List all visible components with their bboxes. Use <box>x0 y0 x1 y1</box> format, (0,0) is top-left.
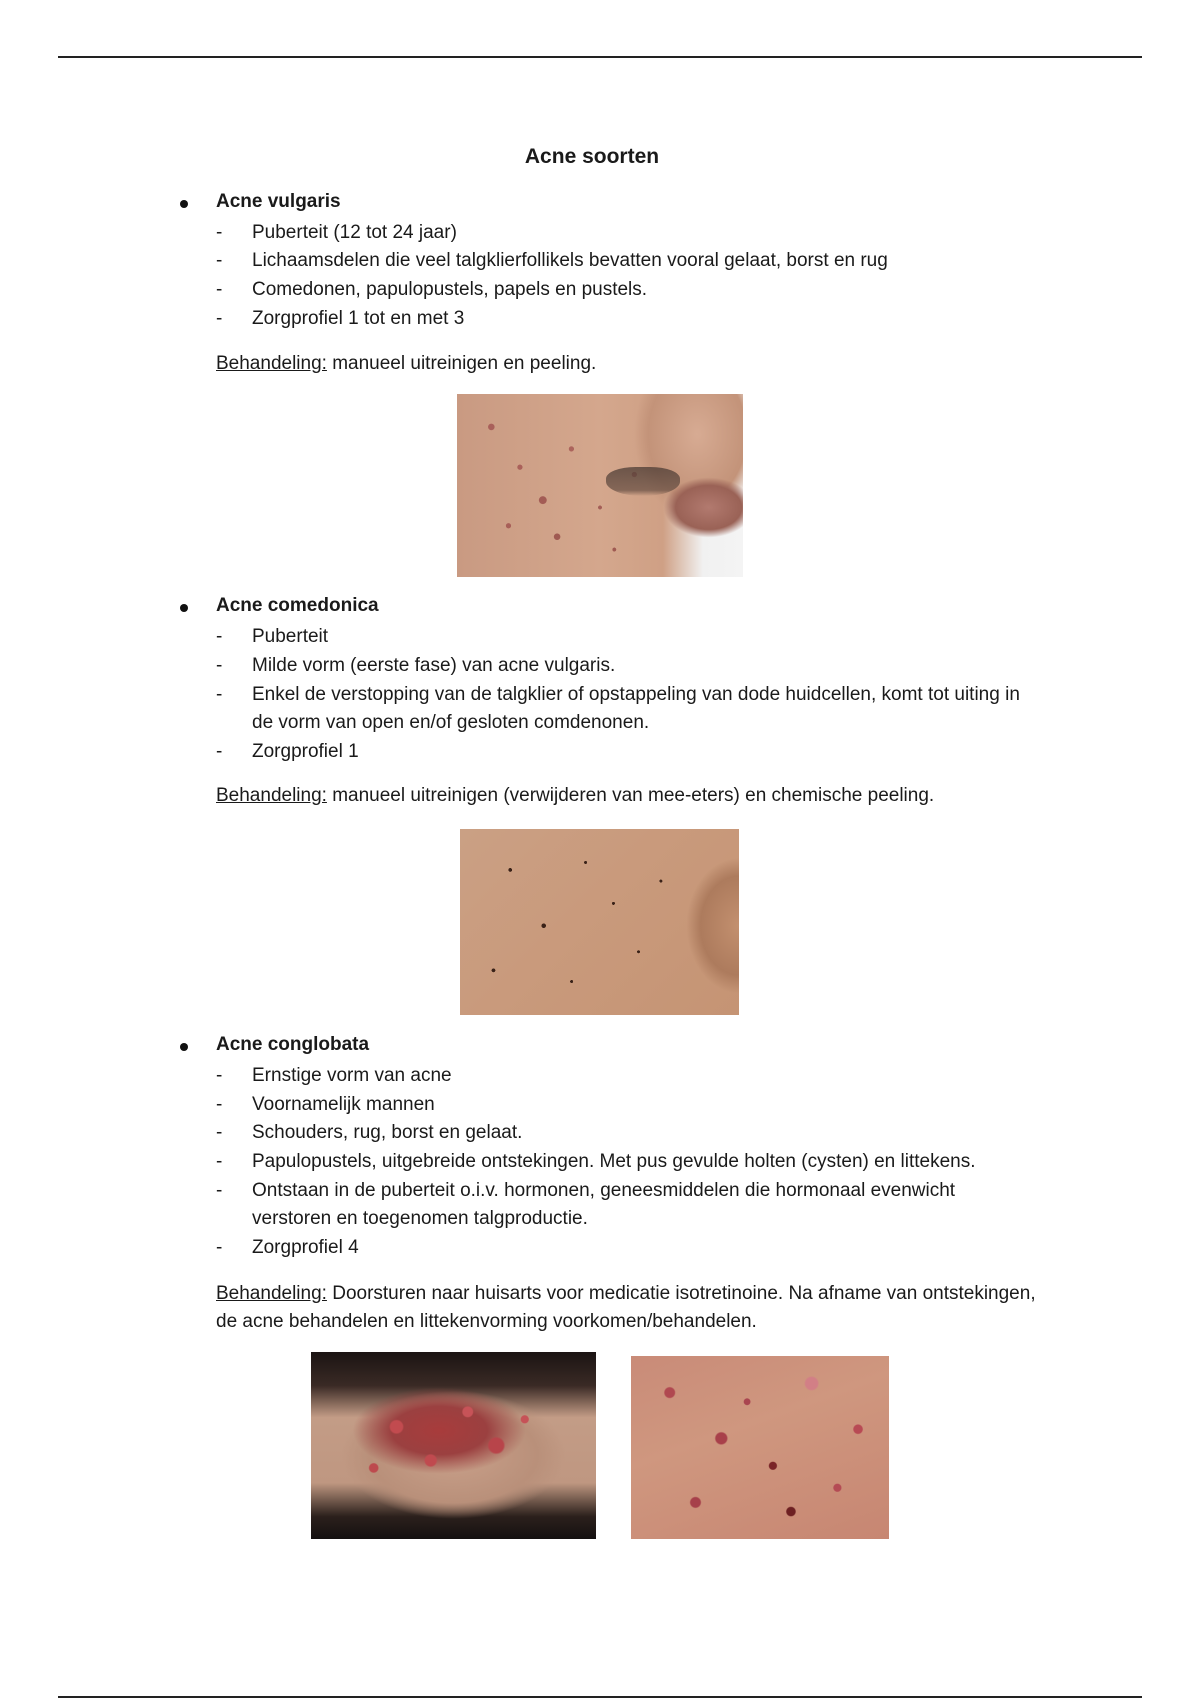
treatment-label: Behandeling: <box>216 353 327 374</box>
list-item: - Zorgprofiel 4 <box>216 1237 359 1258</box>
list-item: - Puberteit <box>216 626 329 647</box>
list-item: - Voornamelijk mannen <box>216 1094 435 1115</box>
list-item: - Puberteit (12 tot 24 jaar) <box>216 222 457 243</box>
list-item: - Milde vorm (eerste fase) van acne vulgaris. <box>216 655 616 676</box>
page-title: Acne soorten <box>524 145 660 168</box>
section-heading-vulgaris: Acne vulgaris <box>216 191 341 212</box>
treatment-paragraph <box>216 782 1036 810</box>
acne-vulgaris-photo <box>457 394 743 577</box>
header-rule <box>58 56 1142 58</box>
section-heading-comedonica: Acne comedonica <box>216 595 379 616</box>
list-item: - Schouders, rug, borst en gelaat. <box>216 1122 523 1143</box>
list-item: - Lichaamsdelen die veel talgklierfollikels bevatten vooral gelaat, borst en rug <box>216 250 888 271</box>
list-item: - Ernstige vorm van acne <box>216 1065 452 1086</box>
treatment-text: manueel uitreinigen (verwijderen van mee-eters) en chemische peeling. <box>326 785 935 806</box>
list-item: - Zorgprofiel 1 <box>216 741 359 762</box>
list-item: - Ontstaan in de puberteit o.i.v. hormonen, geneesmiddelen die hormonaal evenwicht verstoren en toegenomen talgproductie. <box>216 1180 956 1229</box>
acne-comedonica-photo <box>460 829 739 1015</box>
treatment-label: Behandeling: <box>216 1283 327 1304</box>
list-item: - Enkel de verstopping van de talgklier of opstappeling van dode huidcellen, komt tot uiting in de vorm van open en/of gesloten comdenonen. <box>216 684 1020 733</box>
bullet-dot <box>180 604 188 612</box>
list-item: - Zorgprofiel 1 tot en met 3 <box>216 308 465 329</box>
section-heading-conglobata: Acne conglobata <box>216 1034 370 1055</box>
treatment-paragraph <box>216 1280 1036 1336</box>
bullet-dot <box>180 1043 188 1051</box>
acne-conglobata-back-photo <box>631 1356 889 1539</box>
footer-rule <box>58 1696 1142 1698</box>
bullet-dot <box>180 200 188 208</box>
list-item: - Papulopustels, uitgebreide ontstekingen. Met pus gevulde holten (cysten) en littekens. <box>216 1151 976 1172</box>
treatment-label: Behandeling: <box>216 785 327 806</box>
list-item: - Comedonen, papulopustels, papels en pustels. <box>216 279 648 300</box>
treatment-text: manueel uitreinigen en peeling. <box>326 353 597 374</box>
treatment-paragraph <box>216 350 1036 378</box>
treatment-text: Doorsturen naar huisarts voor medicatie isotretinoine. Na afname van ontstekingen, de acne behandelen en littekenvorming voorkomen/behandelen. <box>216 1283 1036 1332</box>
acne-conglobata-forehead-photo <box>311 1352 596 1539</box>
